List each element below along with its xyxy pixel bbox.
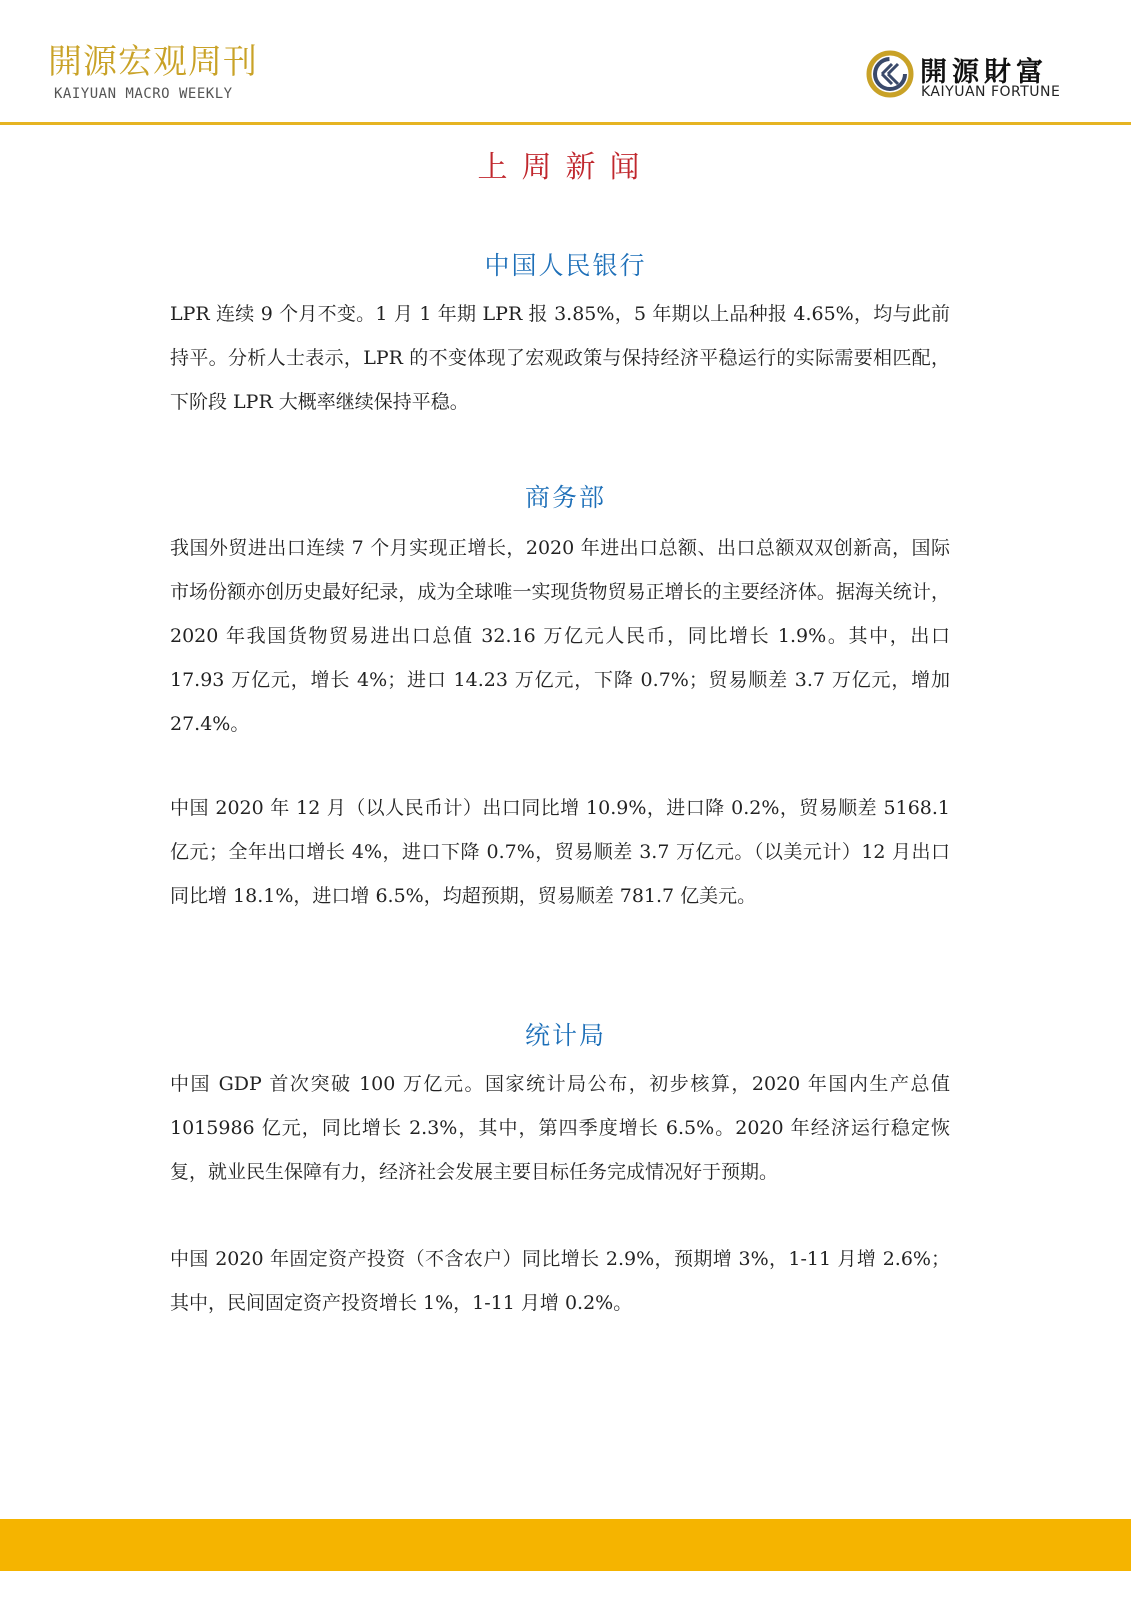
kaiyuan-logo-icon <box>866 50 914 98</box>
paragraph-mofcom-2: 中国 2020 年 12 月（以人民币计）出口同比增 10.9%，进口降 0.2%，贸易顺差 5168.1 亿元；全年出口增长 4%，进口下降 0.7%，贸易顺差 3.7 万亿元。（以美元计）12 月出口同比增 18.1%，进口增 6.5%，均超预期，贸易顺差 781.7 亿美元。 <box>170 797 950 907</box>
publication-subtitle: KAIYUAN MACRO WEEKLY <box>54 86 233 102</box>
page-title: 上周新闻 <box>477 150 654 185</box>
footer-bar <box>0 1519 1131 1571</box>
section-title-pboc: 中国人民银行 <box>484 251 647 280</box>
company-logo <box>866 50 1091 105</box>
paragraph-pboc-1: LPR 连续 9 个月不变。1 月 1 年期 LPR 报 3.85%，5 年期以上品种报 4.65%，均与此前持平。分析人士表示，LPR 的不变体现了宏观政策与保持经济平稳运行的实际需要相匹配，下阶段 LPR 大概率继续保持平稳。 <box>170 303 950 413</box>
page-header <box>0 0 1131 128</box>
paragraph-nbs-2: 中国 2020 年固定资产投资（不含农户）同比增长 2.9%，预期增 3%，1-11 月增 2.6%；其中，民间固定资产投资增长 1%，1-11 月增 0.2%。 <box>170 1248 950 1314</box>
paragraph-mofcom-1: 我国外贸进出口连续 7 个月实现正增长，2020 年进出口总额、出口总额双双创新高，国际市场份额亦创历史最好纪录，成为全球唯一实现货物贸易正增长的主要经济体。据海关统计，2020 年我国货物贸易进出口总值 32.16 万亿元人民币，同比增长 1.9%。其中，出口 17.93 万亿元，增长 4%；进口 14.23 万亿元，下降 0.7%；贸易顺差 3.7 万亿元，增加 27.4%。 <box>170 537 950 735</box>
section-title-nbs: 统计局 <box>524 1021 606 1050</box>
paragraph-nbs-1: 中国 GDP 首次突破 100 万亿元。国家统计局公布，初步核算，2020 年国内生产总值 1015986 亿元，同比增长 2.3%，其中，第四季度增长 6.5%。2020 年经济运行稳定恢复，就业民生保障有力，经济社会发展主要目标任务完成情况好于预期。 <box>170 1073 950 1183</box>
section-title-mofcom: 商务部 <box>524 483 606 512</box>
logo-name-en: KAIYUAN FORTUNE <box>921 84 1061 100</box>
logo-name-cn: 開源財富 <box>920 57 1048 88</box>
header-divider <box>0 122 1131 125</box>
publication-title: 開源宏观周刊 <box>48 42 258 82</box>
